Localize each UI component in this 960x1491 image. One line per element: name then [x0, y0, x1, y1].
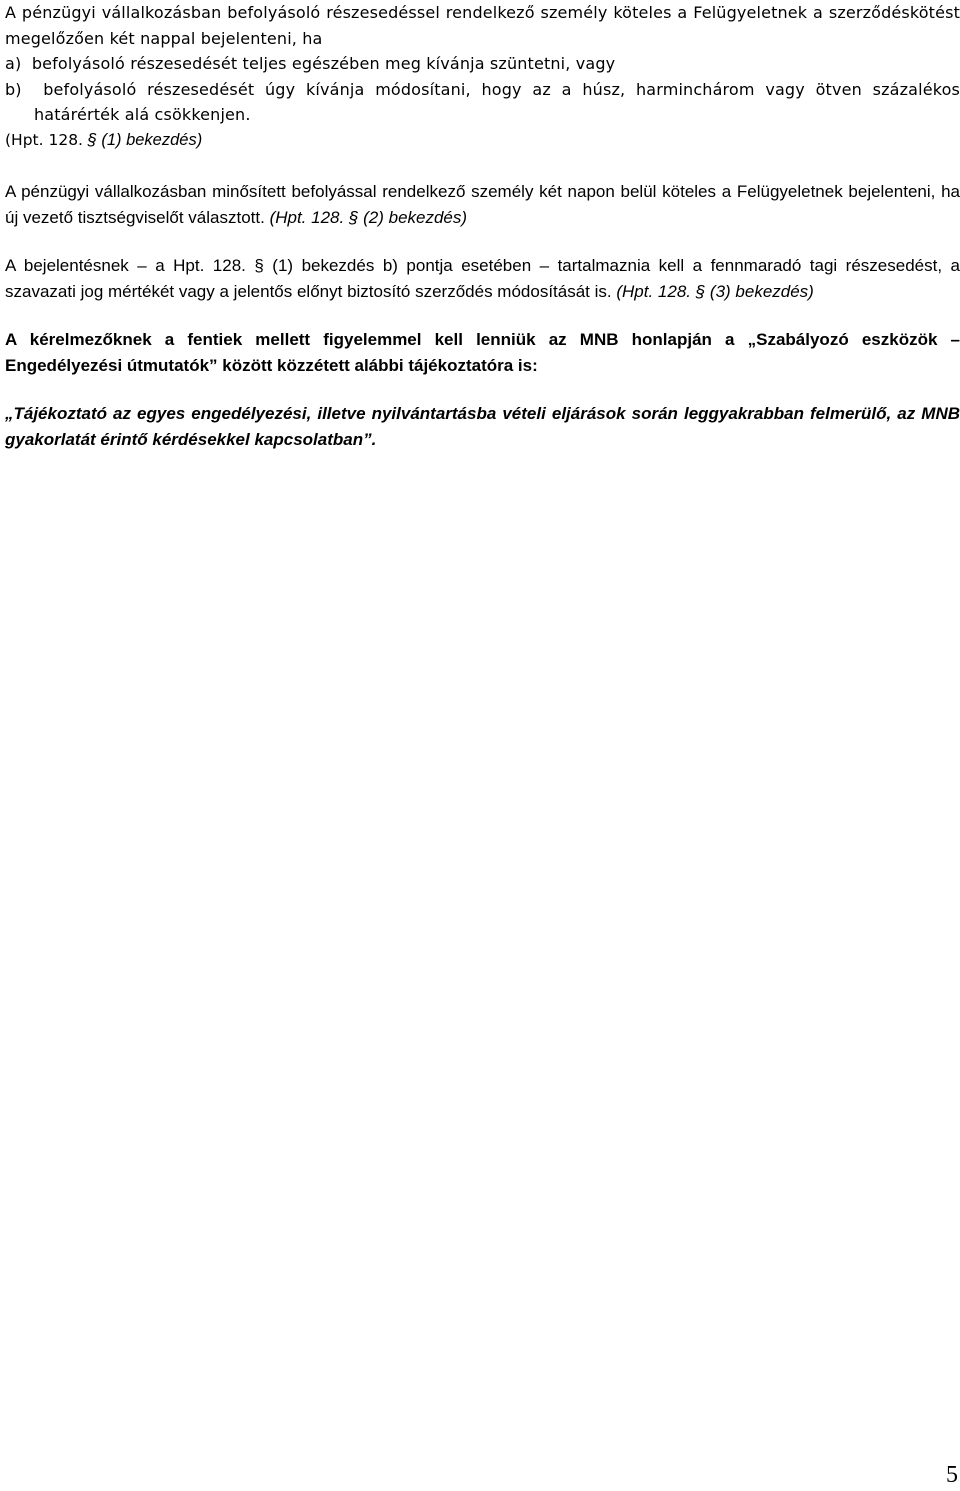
legal-reference-1-hpt: (Hpt. 128. — [5, 130, 83, 149]
legal-reference-1 — [5, 128, 960, 154]
qualified-influence-paragraph — [5, 179, 960, 230]
list-item-a: a) befolyásoló részesedését teljes egészében meg kívánja szüntetni, vagy — [5, 54, 616, 73]
spacer — [5, 230, 960, 253]
document-page — [5, 0, 960, 452]
applicant-notice-paragraph: A kérelmezőknek a fentiek mellett figyelemmel kell lenniük az MNB honlapján a „Szabályozó eszközök – Engedélyezési útmutatók” között közzétett alábbi tájékoztatóra is: — [5, 330, 960, 375]
spacer — [5, 304, 960, 327]
notification-content-text: A bejelentésnek – a Hpt. 128. § (1) bekezdés b) pontja esetében – tartalmaznia kell a fennmaradó tagi részesedést, a szavazati jog mértékét vagy a jelentős előnyt biztosító szerződés módosítását is. — [5, 256, 960, 301]
legal-reference-1-section: § (1) bekezdés) — [82, 130, 203, 149]
notification-content-paragraph — [5, 253, 960, 304]
list-item-b: b) befolyásoló részesedését úgy kívánja módosítani, hogy az a húsz, harminchárom vagy ötven százalékos határérték alá csökkenjen. — [5, 79, 960, 124]
legal-reference-2: (Hpt. 128. § (2) bekezdés) — [264, 207, 468, 227]
notification-intro-paragraph: A pénzügyi vállalkozásban befolyásoló részesedéssel rendelkező személy köteles a Felügyeletnek a szerződéskötést megelőzően két nappal bejelenteni, ha — [5, 3, 960, 48]
spacer — [5, 153, 960, 179]
spacer — [5, 378, 960, 401]
legal-reference-3: (Hpt. 128. § (3) bekezdés) — [611, 281, 814, 301]
page-number: 5 — [946, 1462, 958, 1488]
guide-title-paragraph: „Tájékoztató az egyes engedélyezési, illetve nyilvántartásba vételi eljárások során leggyakrabban felmerülő, az MNB gyakorlatát érintő kérdésekkel kapcsolatban”. — [5, 404, 960, 449]
qualified-influence-text: A pénzügyi vállalkozásban minősített befolyással rendelkező személy két napon belül köteles a Felügyeletnek bejelenteni, ha új vezető tisztségviselőt választott. — [5, 182, 960, 227]
